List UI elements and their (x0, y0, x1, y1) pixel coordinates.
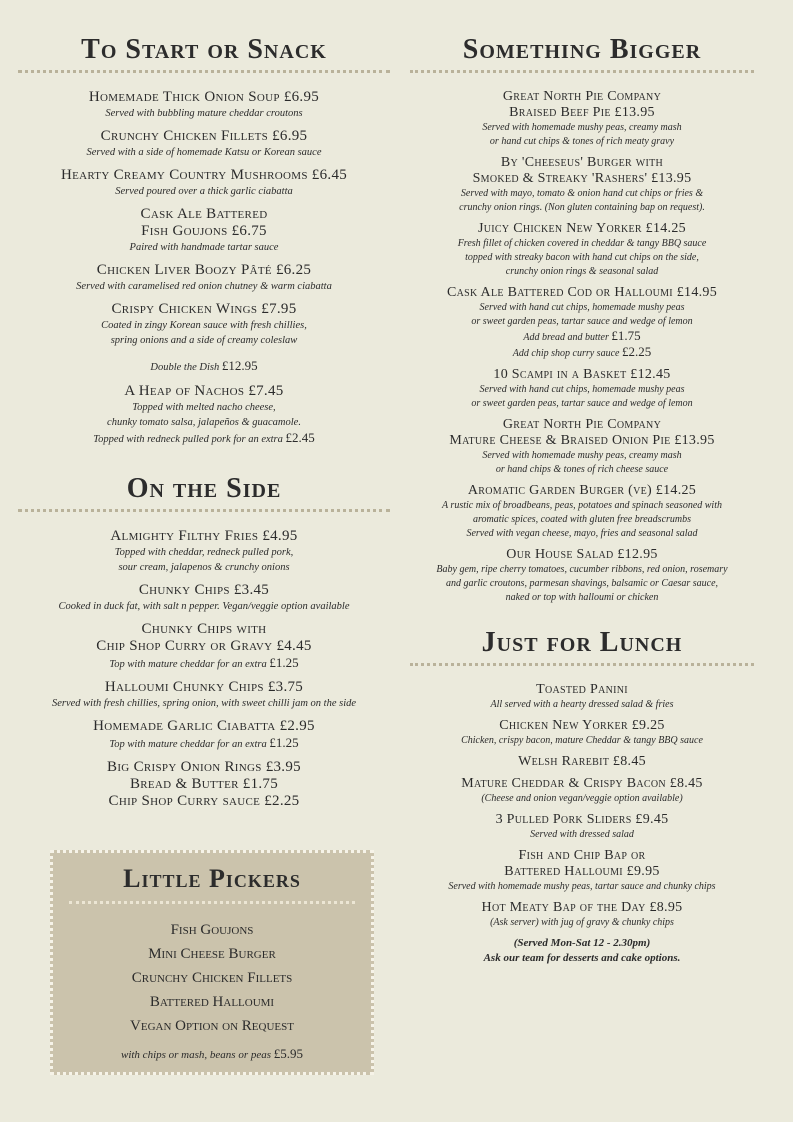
dish-description: (Ask server) with jug of gravy & chunky chips (490, 917, 674, 928)
menu-item (410, 848, 754, 894)
dish-name: Mature Cheese & Braised Onion Pie £13.95 (449, 433, 715, 448)
side-section-title: On the Side (126, 473, 282, 504)
left-column (18, 34, 390, 817)
lunch-section-title: Just for Lunch (481, 627, 683, 658)
menu-item (410, 547, 754, 605)
dish-name: By 'Cheeseus' Burger with (500, 155, 664, 170)
extra-price: £1.25 (269, 655, 299, 670)
picker-item: Crunchy Chicken Fillets (131, 970, 293, 986)
dish-extra-note (18, 735, 390, 752)
menu-item (18, 582, 390, 614)
menu-item (18, 528, 390, 575)
dish-description: Served with a side of homemade Katsu or Korean sauce (86, 147, 322, 158)
served-times-note: (Served Mon-Sat 12 - 2.30pm) (513, 937, 651, 949)
double-dish-text: Double the Dish (150, 362, 220, 373)
start-section-title: To Start or Snack (81, 34, 327, 65)
menu-item (410, 776, 754, 806)
extra-text: Add chip shop curry sauce (512, 348, 620, 359)
menu-item (410, 285, 754, 361)
menu-item (410, 483, 754, 541)
dish-name: Halloumi Chunky Chips £3.75 (104, 679, 304, 695)
dish-description: aromatic spices, coated with gluten free breadscrumbs (472, 514, 692, 525)
dish-name: Fish Goujons £6.75 (141, 223, 267, 239)
dish-name: Cask Ale Battered Cod or Halloumi £14.95 (446, 285, 718, 300)
dish-name: Chip Shop Curry or Gravy £4.45 (96, 638, 312, 654)
extra-text: Top with mature cheddar for an extra (109, 739, 267, 750)
dish-description: Fresh fillet of chicken covered in cheddar & tangy BBQ sauce (457, 238, 707, 249)
extra-price: £2.25 (621, 344, 652, 359)
dotted-divider (18, 509, 390, 512)
dish-description: Served with homemade mushy peas, creamy mash (482, 122, 682, 133)
menu-item (410, 718, 754, 748)
dish-name: Big Crispy Onion Rings £3.95 (107, 759, 301, 775)
extra-text: Topped with redneck pulled pork for an extra (93, 434, 283, 445)
dish-name: Crunchy Chicken Fillets £6.95 (100, 128, 308, 144)
dish-description: Served with homemade mushy peas, tartar sauce and chunky chips (448, 881, 716, 892)
dish-description: and garlic croutons, parmesan shavings, balsamic or Caesar sauce, (445, 578, 719, 589)
double-dish-price: £12.95 (221, 358, 258, 373)
picker-item: Fish Goujons (170, 922, 254, 938)
picker-item: Vegan Option on Request (130, 1018, 294, 1034)
dish-description: All served with a hearty dressed salad & fries (490, 699, 674, 710)
extra-price: £1.75 (611, 328, 641, 343)
dish-name: 3 Pulled Pork Sliders £9.45 (495, 812, 669, 827)
menu-item (18, 301, 390, 348)
dish-description: Chicken, crispy bacon, mature Cheddar & tangy BBQ sauce (461, 735, 703, 746)
menu-item (18, 358, 390, 375)
dish-name: Braised Beef Pie £13.95 (509, 105, 655, 120)
dish-name: Mature Cheddar & Crispy Bacon £8.45 (461, 776, 703, 791)
dish-description: Cooked in duck fat, with salt n pepper. Vegan/veggie option available (58, 601, 350, 612)
menu-item (410, 89, 754, 149)
dish-description: Served with vegan cheese, mayo, fries and seasonal salad (466, 528, 698, 539)
menu-item (410, 367, 754, 411)
menu-item (410, 417, 754, 477)
dish-description: Topped with cheddar, redneck pulled pork, (114, 547, 294, 558)
dish-description: Paired with handmade tartar sauce (129, 242, 279, 253)
dish-description: Served with hand cut chips, homemade mushy peas (479, 384, 685, 395)
dish-name: Chunky Chips £3.45 (138, 582, 270, 598)
dish-name: Chicken Liver Boozy Pâté £6.25 (96, 262, 312, 278)
dish-name: Hearty Creamy Country Mushrooms £6.45 (60, 167, 348, 183)
dish-description: or hand chips & tones of rich cheese sauce (495, 464, 669, 475)
dish-name: Aromatic Garden Burger (ve) £14.25 (467, 483, 697, 498)
picker-item: Mini Cheese Burger (148, 946, 276, 962)
dish-name: Homemade Thick Onion Soup £6.95 (88, 89, 320, 105)
menu-item (410, 682, 754, 712)
dish-name: Battered Halloumi £9.95 (504, 864, 660, 879)
dish-description: Baby gem, ripe cherry tomatoes, cucumber ribbons, red onion, rosemary (436, 564, 728, 575)
dish-description: Served with bubbling mature cheddar croutons (105, 108, 303, 119)
picker-item: Battered Halloumi (149, 994, 275, 1010)
dish-name: Chip Shop Curry sauce £2.25 (108, 793, 300, 809)
dotted-divider (69, 901, 355, 904)
extra-text: Add bread and butter (523, 332, 609, 343)
dish-description: or hand cut chips & tones of rich meaty gravy (489, 136, 675, 147)
dish-extra-note (410, 345, 754, 361)
extra-price: £1.25 (269, 735, 299, 750)
dish-extra-note (410, 329, 754, 345)
extra-price: £2.45 (285, 430, 315, 445)
dish-name: Smoked & Streaky 'Rashers' £13.95 (472, 171, 692, 186)
menu-item (18, 206, 390, 255)
menu-item (18, 759, 390, 810)
dish-description: Served with dressed salad (530, 829, 634, 840)
little-pickers-box (50, 850, 374, 1075)
dish-description: or sweet garden peas, tartar sauce and wedge of lemon (471, 316, 693, 327)
pickers-section-title: Little Pickers (123, 864, 301, 893)
menu-item (18, 167, 390, 199)
dish-description: naked or top with halloumi or chicken (505, 592, 659, 603)
dish-description: Served with mayo, tomato & onion hand cut chips or fries & (460, 188, 704, 199)
right-column (410, 34, 754, 966)
dish-name: Fish and Chip Bap or (518, 848, 646, 863)
dish-description: Coated in zingy Korean sauce with fresh chillies, (101, 320, 307, 331)
dish-name: Great North Pie Company (502, 417, 662, 432)
menu-item (410, 754, 754, 770)
dish-description: Served with fresh chillies, spring onion, with sweet chilli jam on the side (51, 698, 357, 709)
dish-description: Served with hand cut chips, homemade mushy peas (479, 302, 685, 313)
dotted-divider (18, 70, 390, 73)
menu-item (18, 718, 390, 752)
dish-name: Chunky Chips with (141, 621, 267, 637)
dish-name: Welsh Rarebit £8.45 (518, 754, 646, 769)
dish-name: Almighty Filthy Fries £4.95 (110, 528, 298, 544)
dish-description: chunky tomato salsa, jalapeños & guacamole. (107, 417, 301, 428)
menu-item (18, 89, 390, 121)
dish-name: Homemade Garlic Ciabatta £2.95 (93, 718, 315, 734)
dish-name: Our House Salad £12.95 (506, 547, 658, 562)
dish-description: (Cheese and onion vegan/veggie option available) (481, 793, 683, 804)
menu-item (410, 221, 754, 279)
dish-name: 10 Scampi in a Basket £12.45 (493, 367, 671, 382)
dish-description: crunchy onion rings & seasonal salad (505, 266, 659, 277)
menu-item (18, 128, 390, 160)
dish-description: crunchy onion rings. (Non gluten containing bap on request). (459, 202, 705, 213)
pickers-price: £5.95 (273, 1046, 304, 1061)
dish-description: Served poured over a thick garlic ciabatta (115, 186, 293, 197)
extra-text: Top with mature cheddar for an extra (109, 659, 267, 670)
dish-name: Chicken New Yorker £9.25 (499, 718, 665, 733)
dish-name: Juicy Chicken New Yorker £14.25 (478, 221, 686, 236)
dish-description: Served with caramelised red onion chutney & warm ciabatta (76, 281, 332, 292)
dish-description: Topped with melted nacho cheese, (132, 402, 276, 413)
dish-description: topped with streaky bacon with hand cut chips on the side, (465, 252, 699, 263)
dish-name: Toasted Panini (536, 682, 628, 697)
dotted-divider (410, 663, 754, 666)
dish-name: Great North Pie Company (502, 89, 662, 104)
desserts-note: Ask our team for desserts and cake options. (483, 952, 681, 964)
double-dish-note (18, 358, 390, 375)
bigger-section-title: Something Bigger (462, 34, 702, 65)
dish-name: Hot Meaty Bap of the Day £8.95 (481, 900, 683, 915)
menu-item (18, 383, 390, 447)
dish-name: A Heap of Nachos £7.45 (124, 383, 284, 399)
pickers-note (53, 1046, 371, 1062)
menu-item (18, 621, 390, 672)
menu-item (18, 679, 390, 711)
dish-name: Bread & Butter £1.75 (129, 776, 279, 792)
dish-description: spring onions and a side of creamy coleslaw (110, 335, 298, 346)
dish-name: Crispy Chicken Wings £7.95 (111, 301, 297, 317)
menu-item (18, 262, 390, 294)
dish-extra-note (18, 655, 390, 672)
dish-name: Cask Ale Battered (140, 206, 268, 222)
pickers-note-text: with chips or mash, beans or peas (120, 1049, 272, 1061)
dish-extra-note (18, 430, 390, 447)
menu-item (410, 812, 754, 842)
dish-description: Served with homemade mushy peas, creamy mash (482, 450, 682, 461)
dish-description: A rustic mix of broadbeans, peas, potatoes and spinach seasoned with (442, 500, 722, 511)
dish-description: sour cream, jalapenos & crunchy onions (118, 562, 290, 573)
dotted-divider (410, 70, 754, 73)
dish-description: or sweet garden peas, tartar sauce and wedge of lemon (471, 398, 693, 409)
menu-item (410, 155, 754, 215)
menu-item (410, 900, 754, 930)
